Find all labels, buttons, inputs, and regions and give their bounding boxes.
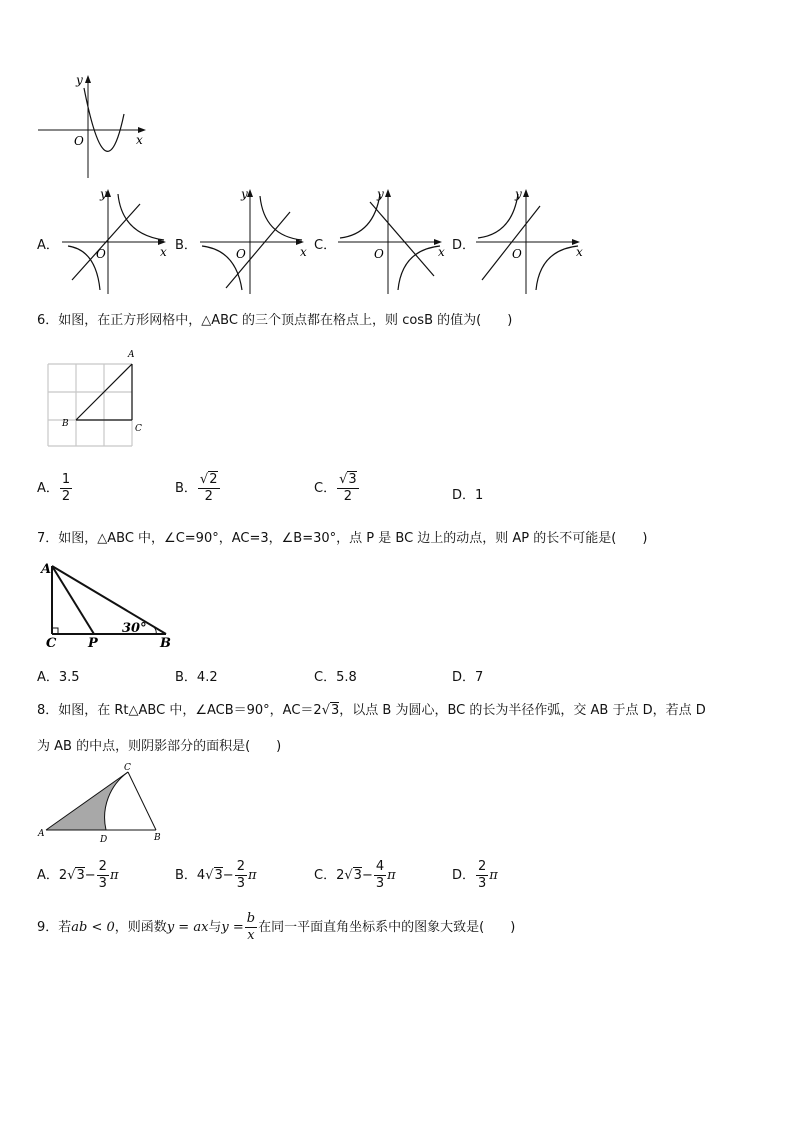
q7-option-a[interactable]: A．3.5 <box>37 670 80 685</box>
svg-text:y: y <box>377 187 384 201</box>
x-axis-label: x <box>136 133 143 147</box>
q5-option-b-label[interactable]: B． <box>175 238 197 253</box>
q9-question: 9．若ab < 0，则函数y = ax与y = $\frac{b}{x}$ 在同一平面直角坐标系中的图象大致是( ) <box>37 911 516 943</box>
q8-question-line2: 为 AB 的中点，则阴影部分的面积是( ) <box>37 739 282 754</box>
svg-text:C: C <box>46 636 57 650</box>
origin-label: O <box>74 134 84 148</box>
svg-text:P: P <box>88 636 98 650</box>
svg-text:x: x <box>160 245 167 259</box>
svg-text:A: A <box>128 350 135 360</box>
q5-option-c-label[interactable]: C． <box>314 238 337 253</box>
svg-text:30°: 30° <box>122 621 147 636</box>
svg-text:B: B <box>62 419 69 429</box>
q6-option-c[interactable]: C． $\frac{√3}{2}$ <box>314 472 357 504</box>
q8-option-d[interactable]: D． $\frac{2}{3}$ π <box>452 859 498 891</box>
svg-text:y: y <box>100 187 107 201</box>
svg-text:D: D <box>100 835 108 845</box>
q6-option-a[interactable]: A． $\frac{1}{2}$ <box>37 472 71 504</box>
q6-option-b[interactable]: B． $\frac{√2}{2}$ <box>175 472 218 504</box>
q5-option-d-graph <box>474 184 586 296</box>
q8-question-line1: 8．如图，在 Rt△ABC 中，∠ACB＝90°，AC＝2√3，以点 B 为圆心，BC 的长为半径作弧，交 AB 于点 D，若点 D <box>37 703 706 718</box>
y-axis-label: y <box>76 73 83 87</box>
svg-text:O: O <box>96 247 106 261</box>
q6-question: 6．如图，在正方形网格中，△ABC 的三个顶点都在格点上，则 cosB 的值为( ) <box>37 313 513 328</box>
q5-option-a-label[interactable]: A． <box>37 238 59 253</box>
svg-text:C: C <box>135 424 142 434</box>
svg-text:x: x <box>438 245 445 259</box>
q5-option-c-graph <box>336 184 448 296</box>
q8-sector-figure <box>36 762 168 846</box>
q7-option-d[interactable]: D．7 <box>452 670 484 685</box>
q5-option-b-graph <box>198 184 310 296</box>
svg-text:A: A <box>38 829 45 839</box>
q7-option-c[interactable]: C．5.8 <box>314 670 357 685</box>
svg-text:B: B <box>160 636 171 650</box>
q6-option-d[interactable]: D．1 <box>452 488 484 503</box>
q8-option-b[interactable]: B．4√3− $\frac{2}{3}$ π <box>175 859 257 891</box>
q7-triangle-figure <box>38 558 178 650</box>
parabola-graph <box>36 70 156 182</box>
svg-text:A: A <box>41 562 52 577</box>
q8-option-c[interactable]: C．2√3− $\frac{4}{3}$ π <box>314 859 396 891</box>
svg-text:C: C <box>124 763 131 773</box>
svg-text:x: x <box>576 245 583 259</box>
q6-grid-figure <box>40 344 152 452</box>
q7-option-b[interactable]: B．4.2 <box>175 670 218 685</box>
q8-option-a[interactable]: A．2√3− $\frac{2}{3}$ π <box>37 859 119 891</box>
svg-text:y: y <box>515 187 522 201</box>
q5-option-d-label[interactable]: D． <box>452 238 476 253</box>
svg-text:B: B <box>154 833 161 843</box>
q7-question: 7．如图，△ABC 中，∠C=90°，AC=3，∠B=30°，点 P 是 BC 边上的动点，则 AP 的长不可能是( ) <box>37 531 648 546</box>
svg-text:x: x <box>300 245 307 259</box>
q5-option-a-graph <box>60 184 170 296</box>
svg-text:O: O <box>512 247 522 261</box>
svg-text:O: O <box>374 247 384 261</box>
svg-text:O: O <box>236 247 246 261</box>
svg-text:y: y <box>241 187 248 201</box>
